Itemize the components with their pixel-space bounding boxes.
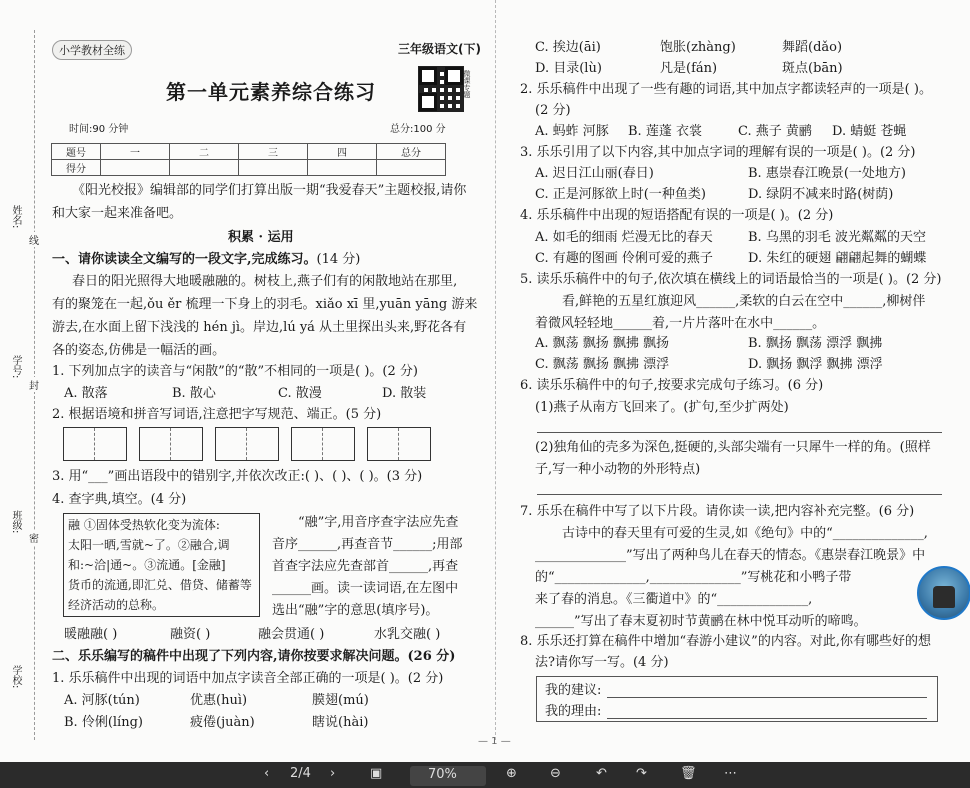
name-label: 姓名: <box>10 205 21 229</box>
q4-text-line: 首查字法应先查部首______,再查 <box>272 559 459 574</box>
writing-grid[interactable] <box>139 427 203 461</box>
writing-grid[interactable] <box>215 427 279 461</box>
binding-margin <box>0 0 46 740</box>
reason-label: 我的理由: <box>545 704 602 719</box>
qr-caption: 微课专题 <box>463 70 471 98</box>
grade-label: 三年级语文(下) <box>398 42 481 56</box>
question-r8-line: 8. 乐乐还打算在稿件中增加“春游小建议”的内容。对此,你有哪些好的想 <box>520 634 931 649</box>
suggestion-box <box>536 676 938 722</box>
question-r8-line: 法?请你写一写。(4 分) <box>535 655 669 670</box>
r6-part-1: (1)燕子从南方飞回来了。(扩句,至少扩两处) <box>535 400 789 415</box>
r1-option-c-word: 舞蹈(dǎo) <box>782 40 843 55</box>
question-r1: 1. 乐乐稿件中出现的词语中加点字读音全部正确的一项是( )。(2 分) <box>52 671 444 686</box>
intro-line-2: 和大家一起来准备吧。 <box>52 206 183 221</box>
q1-option-c[interactable]: C. 散漫 <box>278 386 322 401</box>
fit-page-icon[interactable]: ▣ <box>370 766 383 781</box>
score-table <box>51 143 446 176</box>
r5-text-line: 着微风轻轻地______着,一片片落叶在水中______。 <box>535 316 826 331</box>
q4-word[interactable]: 融会贯通( ) <box>258 627 325 642</box>
next-page-icon[interactable]: › <box>330 766 336 781</box>
question-2: 2. 根据语境和拼音写词语,注意把字写规范、端正。(5 分) <box>52 407 382 422</box>
r6-part-2-line: (2)独角仙的壳多为深色,挺硬的,头部尖端有一只犀牛一样的角。(照样 <box>535 440 931 455</box>
question-r2-score: (2 分) <box>535 103 571 118</box>
q1-option-d[interactable]: D. 散装 <box>382 386 427 401</box>
answer-line[interactable] <box>537 432 942 433</box>
dict-line: 经济活动的总称。 <box>68 598 165 612</box>
question-r6: 6. 读乐乐稿件中的句子,按要求完成句子练习。(6 分) <box>520 378 824 393</box>
r1-option-b[interactable]: B. 伶俐(líng) <box>64 715 143 730</box>
question-r7: 7. 乐乐在稿件中写了以下片段。请你读一读,把内容补充完整。(6 分) <box>520 504 915 519</box>
zoom-level: 70% <box>428 767 457 782</box>
page-number: — 1 — <box>478 736 511 747</box>
qr-code-icon <box>418 66 464 112</box>
r4-option-a[interactable]: A. 如毛的细雨 烂漫无比的春天 <box>535 230 713 245</box>
writing-grid[interactable] <box>63 427 127 461</box>
r3-option-d[interactable]: D. 绿阴不减来时路(树荫) <box>748 187 894 202</box>
q4-text-line: “融”字,用音序查字法应先查 <box>298 515 459 530</box>
exam-time: 时间:90 分钟 <box>69 124 129 135</box>
r5-option-a[interactable]: A. 飘荡 飘扬 飘拂 飘扬 <box>535 336 670 351</box>
r1-option-c[interactable]: C. 挨边(āi) <box>535 40 601 55</box>
rotate-left-icon[interactable]: ↶ <box>596 766 607 781</box>
q1-option-b[interactable]: B. 散心 <box>172 386 216 401</box>
q4-word[interactable]: 融资( ) <box>170 627 211 642</box>
r7-text-line: ______”写出了春末夏初时节黄鹂在林中悦耳动听的啼鸣。 <box>535 614 867 629</box>
page-title: 第一单元素养综合练习 <box>166 80 376 104</box>
dictionary-entry-box <box>63 513 260 617</box>
r1-option-a[interactable]: A. 河豚(tún) <box>64 693 140 708</box>
r5-option-c[interactable]: C. 飘荡 飘扬 飘拂 漂浮 <box>535 357 670 372</box>
q4-word[interactable]: 水乳交融( ) <box>374 627 441 642</box>
question-1: 1. 下列加点字的读音与“闲散”的“散”不相同的一项是( )。(2 分) <box>52 364 418 379</box>
question-r4: 4. 乐乐稿件中出现的短语搭配有误的一项是( )。(2 分) <box>520 208 834 223</box>
r1-option-d[interactable]: D. 目录(lù) <box>535 61 602 76</box>
question-r5: 5. 读乐乐稿件中的句子,依次填在横线上的词语最恰当的一项是( )。(2 分) <box>520 272 942 287</box>
r3-option-c[interactable]: C. 正是河豚欲上时(一种鱼类) <box>535 187 706 202</box>
suggestion-label: 我的建议: <box>545 683 602 698</box>
question-r3: 3. 乐乐引用了以下内容,其中加点字词的理解有误的一项是( )。(2 分) <box>520 145 916 160</box>
r5-option-d[interactable]: D. 飘扬 飘浮 飘拂 漂浮 <box>748 357 883 372</box>
class-label: 班级: <box>10 510 21 534</box>
r7-text-line: 古诗中的春天里有可爱的生灵,如《绝句》中的“______________, <box>562 526 928 541</box>
delete-icon[interactable]: 🗑 <box>680 766 697 781</box>
r1-option-b-word: 瞎说(hài) <box>312 715 369 730</box>
r2-option-b[interactable]: B. 莲蓬 衣裳 <box>628 124 702 139</box>
answer-line[interactable] <box>537 494 942 495</box>
passage-line: 春日的阳光照得大地暖融融的。树枝上,燕子们有的闲散地站在那里, <box>72 274 458 289</box>
page-fold-line <box>495 0 496 740</box>
reason-line[interactable] <box>607 718 927 719</box>
viewer-toolbar <box>0 762 970 788</box>
passage-line: 各的姿态,仿佛是一幅活的画。 <box>52 343 226 358</box>
passage-line: 有的聚笼在一起,ǒu ěr 梳理一下身上的羽毛。xiǎo xī 里,yuān yāng 游来 <box>52 297 478 312</box>
r2-option-d[interactable]: D. 蜻蜓 苍蝇 <box>832 124 907 139</box>
cut-mark-seal: 封 <box>29 377 39 392</box>
zoom-in-icon[interactable]: ⊕ <box>506 766 517 781</box>
q4-text-line: 音序______,再查音节______;用部 <box>272 537 463 552</box>
cut-mark-secret: 密 <box>29 530 39 545</box>
passage-line: 游去,在水面上留下浅浅的 hén jì。岸边,lú yá 从土里探出头来,野花各有 <box>52 320 467 335</box>
rotate-right-icon[interactable]: ↷ <box>636 766 647 781</box>
question-4: 4. 查字典,填空。(4 分) <box>52 492 187 507</box>
r1-option-d-word: 凡是(fán) <box>660 61 718 76</box>
r7-text-line: 的“______________,______________”写桃花和小鸭子带 <box>535 570 852 585</box>
r6-part-2-line: 子,写一种小动物的外形特点) <box>535 462 701 477</box>
r1-option-a-word: 优惠(huì) <box>190 693 248 708</box>
dict-line: 融 ①固体受热软化变为流体: <box>68 518 220 532</box>
zoom-out-icon[interactable]: ⊖ <box>550 766 561 781</box>
table-row: 题号 一 二 三 四 总分 <box>52 144 446 160</box>
writing-grid[interactable] <box>291 427 355 461</box>
r1-option-a-word: 膜翅(mú) <box>312 693 369 708</box>
prev-page-icon[interactable]: ‹ <box>264 766 270 781</box>
r1-option-b-word: 疲倦(juàn) <box>190 715 255 730</box>
dict-line: 货币的流通,即汇兑、借贷、储蓄等 <box>68 578 252 592</box>
q4-word[interactable]: 暖融融( ) <box>64 627 118 642</box>
dict-line: 和:~洽|通~。③流通。[金融] <box>68 558 226 572</box>
exam-total: 总分:100 分 <box>390 124 446 135</box>
r3-option-b[interactable]: B. 惠崇春江晚景(一处地方) <box>748 166 906 181</box>
r3-option-a[interactable]: A. 迟日江山丽(春日) <box>535 166 654 181</box>
intro-line-1: 《阳光校报》编辑部的同学们打算出版一期“我爱春天”主题校报,请你 <box>72 183 467 198</box>
r7-text-line: 来了春的消息。《三衢道中》的“______________, <box>535 592 813 607</box>
question-3: 3. 用“___”画出语段中的错别字,并依次改正:( )、( )、( )。(3 分) <box>52 469 423 484</box>
r2-option-a[interactable]: A. 蚂蚱 河豚 <box>535 124 609 139</box>
q1-option-a[interactable]: A. 散落 <box>64 386 108 401</box>
more-icon[interactable]: ⋯ <box>724 766 737 781</box>
zoom-field[interactable] <box>410 766 486 786</box>
writing-grid[interactable] <box>367 427 431 461</box>
r4-option-b[interactable]: B. 乌黑的羽毛 波光粼粼的天空 <box>748 230 926 245</box>
table-row: 得分 <box>52 160 446 176</box>
r7-text-line: ______________”写出了两种鸟儿在春天的情态。《惠崇春江晚景》中 <box>535 548 926 563</box>
r4-option-c[interactable]: C. 有趣的图画 伶俐可爱的燕子 <box>535 251 713 266</box>
r5-text-line: 看,鲜艳的五星红旗迎风______,柔软的白云在空中______,柳树伴 <box>562 294 926 309</box>
page-indicator: 2/4 <box>290 766 311 781</box>
r2-option-c[interactable]: C. 燕子 黄鹂 <box>738 124 812 139</box>
cut-mark-line: 线 <box>29 232 39 247</box>
question-r2: 2. 乐乐稿件中出现了一些有趣的词语,其中加点字都读轻声的一项是( )。 <box>520 82 932 97</box>
school-label: 学校: <box>10 665 21 689</box>
part-one-heading: 一、请你读读全文编写的一段文字,完成练习。(14 分) <box>52 252 361 267</box>
section-accumulate: 积累 · 运用 <box>228 230 294 245</box>
floating-avatar[interactable] <box>917 566 970 620</box>
q4-text-line: ______画。读一读词语,在左图中 <box>272 581 459 596</box>
dict-line: 太阳一晒,雪就~了。②融合,调 <box>68 538 230 552</box>
number-label: 学号: <box>10 355 21 379</box>
r5-option-b[interactable]: B. 飘扬 飘荡 漂浮 飘拂 <box>748 336 883 351</box>
r1-option-d-word: 斑点(bān) <box>782 61 843 76</box>
r4-option-d[interactable]: D. 朱红的硬翅 翩翩起舞的蝴蝶 <box>748 251 927 266</box>
suggestion-line[interactable] <box>607 697 927 698</box>
brand-badge: 小学教材全练 <box>52 40 132 60</box>
part-two-heading: 二、乐乐编写的稿件中出现了下列内容,请你按要求解决问题。(26 分) <box>52 649 456 664</box>
q4-text-line: 选出“融”字的意思(填序号)。 <box>272 603 439 618</box>
r1-option-c-word: 饱胀(zhàng) <box>660 40 736 55</box>
